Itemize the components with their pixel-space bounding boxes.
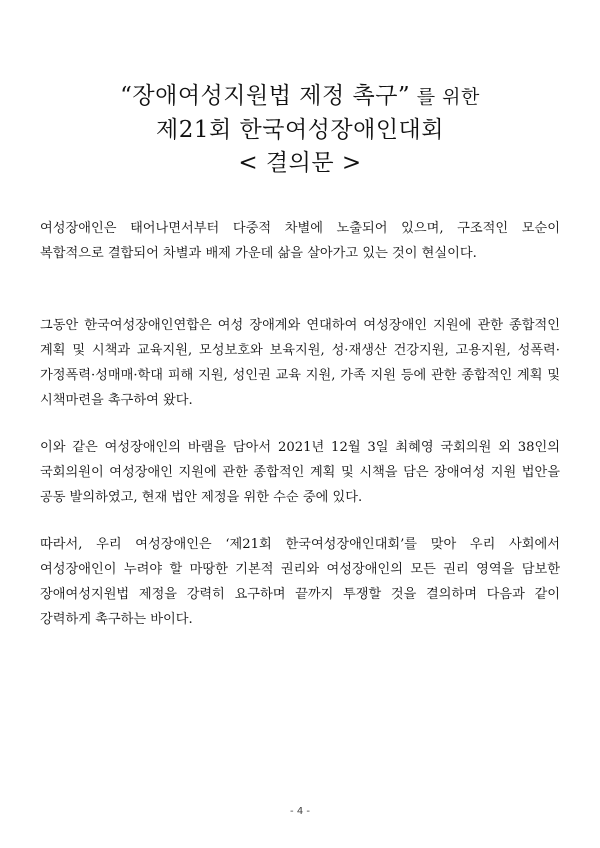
paragraph-spacer <box>40 266 560 313</box>
title-line-1 <box>0 80 600 114</box>
paragraph-1: 여성장애인은 태어나면서부터 다중적 차별에 노출되어 있으며, 구조적인 모순이 복합적으로 결합되어 차별과 배제 가운데 삶을 살아가고 있는 것이 현실이다. <box>40 221 560 261</box>
paragraph-spacer <box>40 413 560 435</box>
paragraph-2: 그동안 한국여성장애인연합은 여성 장애계와 연대하여 여성장애인 지원에 관한 종합적인 계획 및 시책과 교육지원, 모성보호와 보육지원, 성·재생산 건강지원, 고용지원, 성폭력·가정폭력·성매매·학대 피해 지원, 성인권 교육 지원, 가족 지원 등에 관한 종합적인 계획 및 시책마련을 촉구하여 왔다. <box>40 318 560 408</box>
title-main: “장애여성지원법 제정 촉구” <box>120 83 411 109</box>
title-suffix: 를 위한 <box>410 86 480 108</box>
title-line-3: < 결의문 > <box>238 150 362 176</box>
paragraph-spacer <box>40 510 560 532</box>
page-number: - 4 - <box>290 806 310 817</box>
title-block <box>0 80 600 180</box>
paragraph-3: 이와 같은 여성장애인의 바램을 담아서 2021년 12월 3일 최혜영 국회의원 외 38인의 국회의원이 여성장애인 지원에 관한 종합적인 계획 및 시책을 담은 장애여성 지원 법안을 공동 발의하였고, 현재 법안 제정을 위한 수순 중에 있다. <box>40 440 560 505</box>
resolution-body <box>40 216 560 632</box>
paragraph-4: 따라서, 우리 여성장애인은 ‘제21회 한국여성장애인대회’를 맞아 우리 사회에서 여성장애인이 누려야 할 마땅한 기본적 권리와 여성장애인의 모든 권리 영역을 담보한 장애여성지원법 제정을 강력히 요구하며 끝까지 투쟁할 것을 결의하며 다음과 같이 강력하게 촉구하는 바이다. <box>40 537 560 627</box>
title-line-2: 제21회 한국여성장애인대회 <box>156 117 444 143</box>
